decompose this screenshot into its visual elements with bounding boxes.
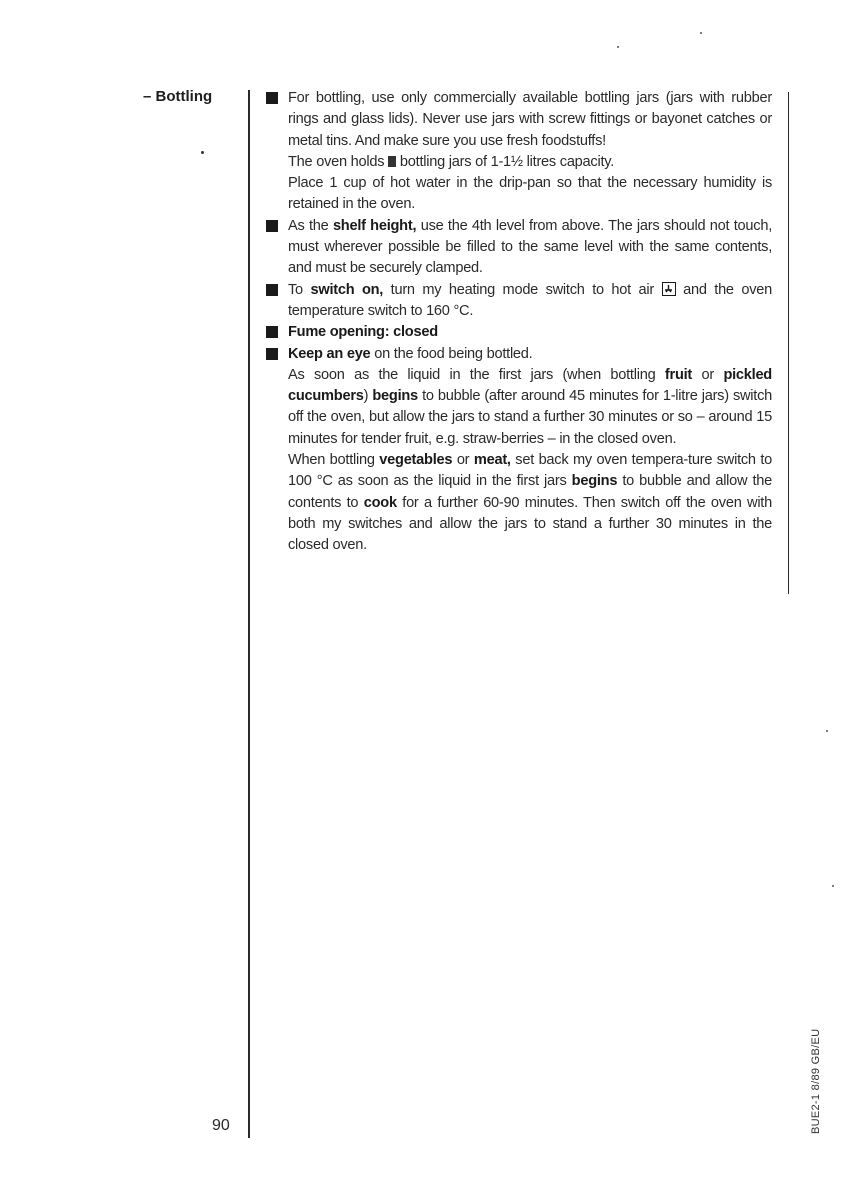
left-margin-rule — [248, 90, 250, 1138]
switch-text-pre: To — [288, 281, 303, 298]
begins-term: begins — [571, 473, 618, 490]
keep-an-eye-text: on the food being bottled. — [374, 345, 533, 362]
veg-text-3: set back my oven tempera-ture switch to 100 °C as soon as the liquid in the first jars — [288, 452, 773, 490]
cook-term: cook — [363, 494, 397, 511]
fruit-paragraph — [288, 365, 772, 450]
keep-an-eye-term: Keep an eye — [288, 345, 371, 362]
instruction-item-fume-opening — [266, 322, 772, 343]
veg-text-2: or — [456, 452, 470, 469]
humidity-paragraph: Place 1 cup of hot water in the drip-pan so that the necessary humidity is retained in the oven. — [288, 175, 772, 213]
fruit-text-2: or — [701, 366, 714, 383]
right-margin-rule — [788, 92, 789, 594]
shelf-text-pre: As the — [288, 217, 329, 234]
scan-speck — [826, 730, 828, 732]
instruction-item-keep-an-eye — [266, 344, 772, 557]
square-bullet-icon — [266, 284, 278, 296]
page-number: 90 — [212, 1117, 230, 1134]
instruction-item-jars — [266, 88, 772, 216]
vegetables-paragraph — [288, 450, 772, 556]
veg-text-1: When bottling — [288, 452, 375, 469]
begins-term: begins — [372, 388, 418, 405]
instruction-content — [266, 88, 772, 557]
scan-speck — [617, 46, 619, 48]
fruit-text-1: As soon as the liquid in the first jars (when bottling — [288, 366, 656, 383]
fume-opening-term: Fume opening: closed — [288, 324, 438, 341]
jars-paragraph: For bottling, use only commercially available bottling jars (jars with rubber rings and glass lids). Never use jars with screw fittings or bayonet catches or metal tins. And make sure you use fresh foodstuffs! — [288, 90, 772, 149]
hot-air-fan-icon — [662, 282, 676, 296]
square-bullet-icon — [266, 348, 278, 360]
veg-text-5: for a further 60-90 minutes. Then switch off the oven with both my switches and allow the jars to stand a further 30 minutes in the closed oven. — [288, 494, 772, 554]
square-bullet-icon — [266, 326, 278, 338]
fruit-term: fruit — [664, 366, 693, 383]
shelf-height-term: shelf height, — [332, 217, 417, 234]
document-code: BUE2-1 8/89 GB/EU — [810, 1028, 822, 1134]
scan-speck — [832, 885, 834, 887]
switch-on-term: switch on, — [310, 281, 384, 298]
jar-count-square-icon — [388, 156, 396, 167]
instruction-item-switch-on — [266, 280, 772, 323]
switch-text-post: and the oven temperature switch to 160 °C. — [288, 281, 772, 319]
meat-term: meat, — [473, 452, 511, 469]
fruit-text-3: ) — [363, 388, 369, 405]
veg-text-4: to bubble and allow the contents to — [288, 473, 773, 511]
scan-speck — [700, 32, 702, 34]
instruction-item-shelf-height — [266, 216, 772, 280]
fume-opening-paragraph — [288, 322, 772, 343]
switch-on-paragraph — [288, 280, 772, 323]
keep-an-eye-paragraph — [288, 344, 772, 365]
shelf-text-post: use the 4th level from above. The jars should not touch, must wherever possible be filled to the same level with the same contents, and must be securely clamped. — [288, 217, 773, 277]
oven-capacity-paragraph — [288, 152, 772, 173]
section-title: – Bottling — [143, 88, 213, 105]
switch-text-mid: turn my heating mode switch to hot air — [390, 281, 654, 298]
square-bullet-icon — [266, 220, 278, 232]
pickled-cucumbers-term: pickled cucumbers — [288, 366, 772, 405]
capacity-text-start: The oven holds — [288, 153, 385, 170]
capacity-text-end: bottling jars of 1-1½ litres capacity. — [399, 153, 615, 170]
side-dot — [201, 151, 204, 154]
vegetables-term: vegetables — [379, 452, 453, 469]
square-bullet-icon — [266, 92, 278, 104]
shelf-height-paragraph — [288, 216, 772, 280]
fruit-text-4: to bubble (after around 45 minutes for 1-litre jars) switch off the oven, but allow the jars to stand a further 30 minutes or so – around 15 minutes for tender fruit, e.g. straw-berries – in the closed oven. — [288, 388, 773, 447]
